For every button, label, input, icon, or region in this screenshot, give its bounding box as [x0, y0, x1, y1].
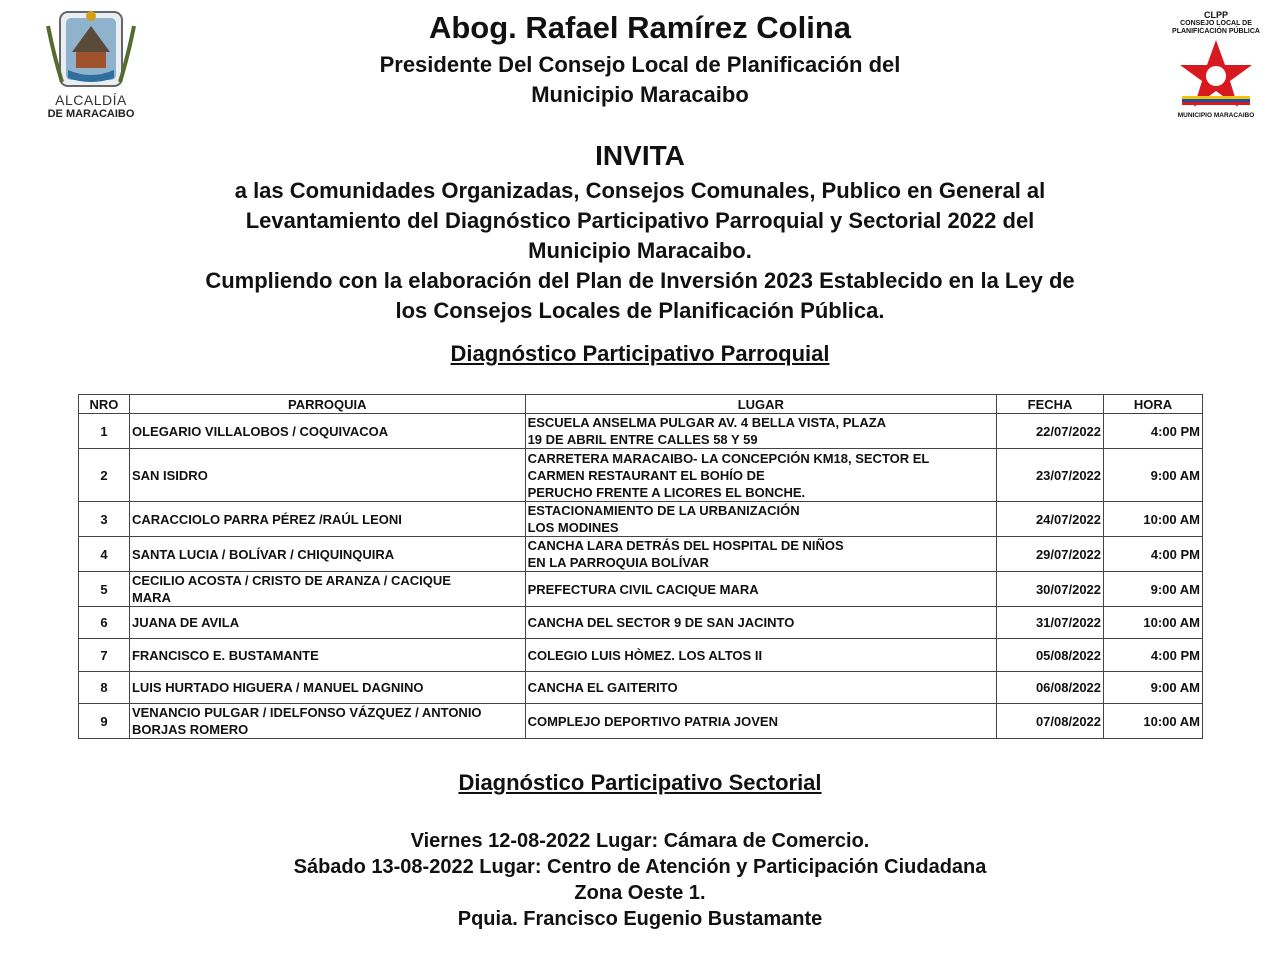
cell-nro: 6: [79, 607, 130, 639]
cell-lugar: ESCUELA ANSELMA PULGAR AV. 4 BELLA VISTA, PLAZA 19 DE ABRIL ENTRE CALLES 58 Y 59: [525, 414, 997, 449]
clpp-acronym: CLPP: [1203, 10, 1228, 20]
cell-lugar: CANCHA DEL SECTOR 9 DE SAN JACINTO: [525, 607, 997, 639]
alcaldia-caption: ALCALDÍA: [55, 92, 127, 108]
cell-lugar: CARRETERA MARACAIBO- LA CONCEPCIÓN KM18, SECTOR EL CARMEN RESTAURANT EL BOHÍO DE PERUCHO FRENTE A LICORES EL BONCHE.: [525, 449, 997, 502]
cell-nro: 7: [79, 639, 130, 672]
col-header-parroquia: PARROQUIA: [129, 395, 525, 414]
col-header-nro: NRO: [79, 395, 130, 414]
cell-lugar: COLEGIO LUIS HÒMEZ. LOS ALTOS II: [525, 639, 997, 672]
cell-hora: 10:00 AM: [1104, 502, 1203, 537]
cell-hora: 9:00 AM: [1104, 572, 1203, 607]
table-row: [79, 449, 1203, 502]
sectorial-title: Diagnóstico Participativo Sectorial: [458, 770, 822, 795]
cell-nro: 9: [79, 704, 130, 739]
cell-hora: 4:00 PM: [1104, 537, 1203, 572]
cell-fecha: 29/07/2022: [997, 537, 1104, 572]
cell-nro: 8: [79, 672, 130, 704]
invita-heading: INVITA: [595, 140, 685, 171]
table-row: [79, 537, 1203, 572]
cell-nro: 1: [79, 414, 130, 449]
cell-fecha: 07/08/2022: [997, 704, 1104, 739]
cell-lugar: CANCHA LARA DETRÁS DEL HOSPITAL DE NIÑOS EN LA PARROQUIA BOLÍVAR: [525, 537, 997, 572]
table-row: [79, 572, 1203, 607]
parroquial-title: Diagnóstico Participativo Parroquial: [450, 341, 830, 366]
cell-nro: 3: [79, 502, 130, 537]
cell-hora: 4:00 PM: [1104, 639, 1203, 672]
cell-parroquia: CARACCIOLO PARRA PÉREZ /RAÚL LEONI: [129, 502, 525, 537]
table-row: [79, 414, 1203, 449]
cell-parroquia: LUIS HURTADO HIGUERA / MANUEL DAGNINO: [129, 672, 525, 704]
cell-hora: 10:00 AM: [1104, 607, 1203, 639]
cell-lugar: ESTACIONAMIENTO DE LA URBANIZACIÓN LOS MODINES: [525, 502, 997, 537]
table-row: [79, 704, 1203, 739]
cell-parroquia: SAN ISIDRO: [129, 449, 525, 502]
table-row: [79, 502, 1203, 537]
cell-parroquia: VENANCIO PULGAR / IDELFONSO VÁZQUEZ / ANTONIO BORJAS ROMERO: [129, 704, 525, 739]
cell-fecha: 31/07/2022: [997, 607, 1104, 639]
clpp-name: CONSEJO LOCAL DE PLANIFICACIÓN PÚBLICA: [1172, 20, 1260, 35]
col-header-lugar: LUGAR: [525, 395, 997, 414]
cell-hora: 9:00 AM: [1104, 672, 1203, 704]
cell-fecha: 24/07/2022: [997, 502, 1104, 537]
cell-parroquia: CECILIO ACOSTA / CRISTO DE ARANZA / CACIQUE MARA: [129, 572, 525, 607]
cell-parroquia: FRANCISCO E. BUSTAMANTE: [129, 639, 525, 672]
table-row: [79, 639, 1203, 672]
schedule-table: [78, 394, 1203, 739]
cell-fecha: 22/07/2022: [997, 414, 1104, 449]
sectorial-schedule: Viernes 12-08-2022 Lugar: Cámara de Comercio. Sábado 13-08-2022 Lugar: Centro de Atención y Participación Ciudadana Zona Oeste 1. Pquia. Francisco Eugenio Bustamante: [293, 830, 987, 930]
table-row: [79, 672, 1203, 704]
cell-fecha: 30/07/2022: [997, 572, 1104, 607]
cell-hora: 10:00 AM: [1104, 704, 1203, 739]
cell-fecha: 23/07/2022: [997, 449, 1104, 502]
cell-fecha: 05/08/2022: [997, 639, 1104, 672]
cell-nro: 2: [79, 449, 130, 502]
table-row: [79, 607, 1203, 639]
cell-lugar: COMPLEJO DEPORTIVO PATRIA JOVEN: [525, 704, 997, 739]
cell-nro: 4: [79, 537, 130, 572]
cell-hora: 4:00 PM: [1104, 414, 1203, 449]
cell-lugar: CANCHA EL GAITERITO: [525, 672, 997, 704]
cell-nro: 5: [79, 572, 130, 607]
cell-lugar: PREFECTURA CIVIL CACIQUE MARA: [525, 572, 997, 607]
cell-parroquia: JUANA DE AVILA: [129, 607, 525, 639]
table-header-row: [79, 395, 1203, 414]
page-subtitle: Presidente Del Consejo Local de Planificación del Municipio Maracaibo: [379, 52, 901, 107]
cell-fecha: 06/08/2022: [997, 672, 1104, 704]
cell-parroquia: SANTA LUCIA / BOLÍVAR / CHIQUINQUIRA: [129, 537, 525, 572]
page-title: Abog. Rafael Ramírez Colina: [428, 10, 852, 45]
cell-hora: 9:00 AM: [1104, 449, 1203, 502]
col-header-fecha: FECHA: [997, 395, 1104, 414]
alcaldia-caption-bold: DE MARACAIBO: [47, 108, 135, 120]
cell-parroquia: OLEGARIO VILLALOBOS / COQUIVACOA: [129, 414, 525, 449]
col-header-hora: HORA: [1104, 395, 1203, 414]
invitation-text: a las Comunidades Organizadas, Consejos Comunales, Publico en General al Levantamiento del Diagnóstico Participativo Parroquial y Sectorial 2022 del Municipio Maracaibo. Cumpliendo con la elaboración del Plan de Inversión 2023 Establecido en la Ley de los Consejos Locales de Planificación Pública.: [205, 178, 1075, 323]
clpp-municipio: MUNICIPIO MARACAIBO: [1177, 112, 1255, 119]
